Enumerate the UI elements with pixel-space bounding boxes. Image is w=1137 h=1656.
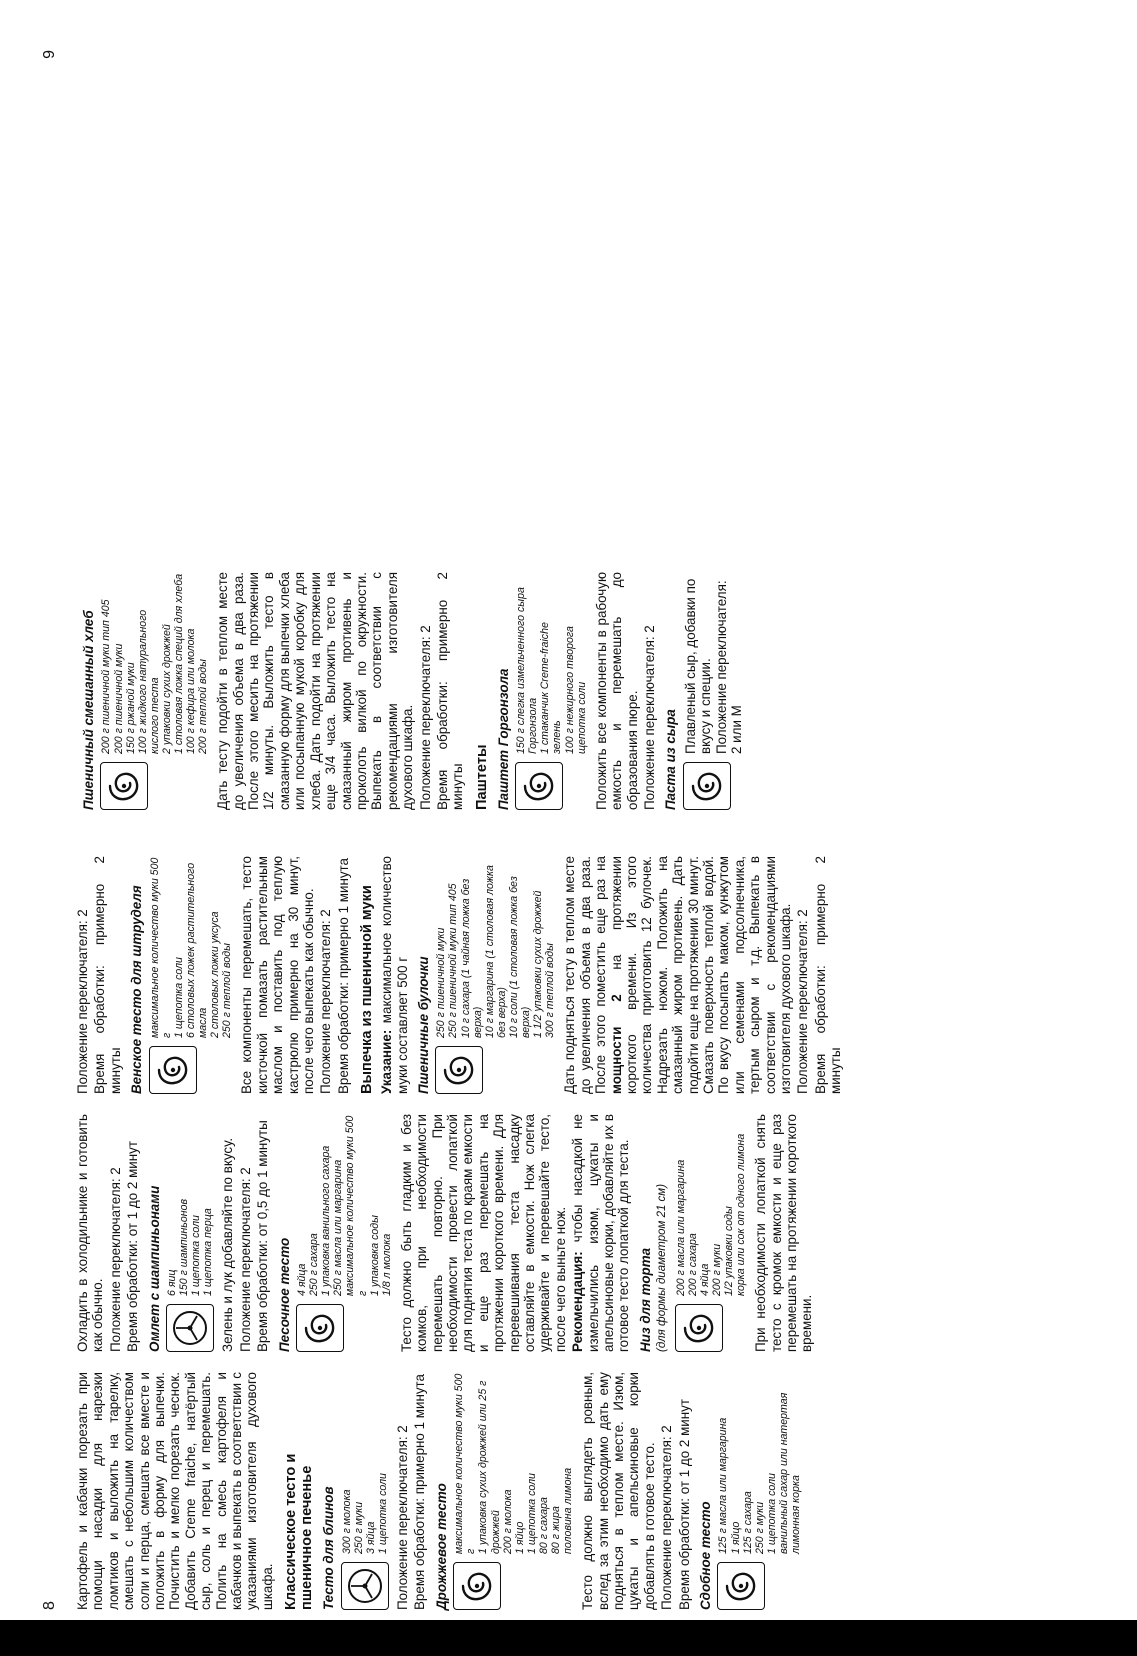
recipe-title-cake-base: Низ для торта — [637, 1247, 653, 1352]
ingredient: 1 упаковка сухих дрожжей или 25 г дрожжей — [477, 1380, 502, 1554]
ingredient: 80 г жира — [550, 1506, 563, 1554]
recipe-title-sand-dough: Песочное тесто — [276, 1237, 292, 1352]
kneading-hook-icon — [149, 1046, 197, 1094]
processing-time: Время обработки: от 0,5 до 1 минуты — [255, 1120, 271, 1352]
ingredient: ванильный сахар или натертая лимонная корка — [777, 1392, 803, 1554]
ingredient-list — [515, 572, 588, 754]
recipe-strudel — [149, 856, 234, 1094]
recipe-title-shortcrust: Сдобное тесто — [698, 1501, 714, 1610]
ingredient: 125 г сахара — [741, 1491, 754, 1554]
column-3 — [75, 856, 850, 1094]
ingredient: 1 щепотка соли — [376, 1473, 389, 1554]
ingredient: 80 г сахара — [537, 1497, 550, 1554]
ingredient: 1/8 л молока — [380, 1233, 393, 1296]
processing-time: Время обработки: примерно 2 минуты — [434, 572, 466, 810]
processing-time: Время обработки: примерно 1 минута — [412, 1374, 428, 1610]
ingredient: половина лимона — [562, 1467, 575, 1554]
ingredient: 10 г сахара (1 чайная ложка без верха) — [459, 878, 484, 1038]
recommendation-text: чтобы насадкой не измельчились изюм, цукаты и апельсиновые корки, добавляйте их в готовое тесто лопаткой для теста. — [570, 1114, 632, 1352]
ingredient: 1 щепотка соли — [765, 1473, 778, 1554]
ingredient: 250 г муки — [753, 1501, 766, 1554]
ingredient: 2 упаковки сухих дрожжей — [160, 624, 173, 754]
recipe-title-gorgonzola: Паштет Горгонзола — [495, 668, 511, 810]
recipe-title-pancake-batter: Тесто для блинов — [321, 1486, 337, 1610]
ingredient-list — [717, 1372, 802, 1554]
continued-text: Охладить в холодильнике и готовить как обычно. — [75, 1114, 106, 1352]
ingredient: максимальное количество муки 500 г — [453, 1373, 478, 1554]
recommendation-label: Рекомендация: — [570, 1251, 586, 1352]
recipe-title-omelette: Омлет с шампиньонами — [146, 1185, 162, 1352]
ingredient: 10 г соли (1 столовая ложка без верха) — [507, 876, 532, 1038]
ingredient: 150 г слегка измельченного сыра Горгонзола — [515, 587, 540, 754]
recipe-gorgonzola — [515, 572, 588, 810]
power-level: мощности 2 — [608, 994, 624, 1094]
ingredient: 1 яйцо — [729, 1521, 742, 1554]
recipe-pancake-batter — [341, 1372, 389, 1610]
processing-time: Время обработки: от 1 до 2 минут — [676, 1399, 692, 1610]
ingredient: 1/2 упаковки соды — [723, 1206, 736, 1296]
recipe-title-wheat-rolls: Пшеничные булочки — [415, 956, 431, 1094]
recipe-note — [562, 856, 793, 1094]
section-heading-pates: Паштеты — [473, 744, 490, 810]
kneading-hook-icon — [453, 1562, 501, 1610]
ingredient: 6 столовых ложек растительного масла — [184, 862, 209, 1038]
section-heading-classic-dough: Классическое тесто и пшеничное печенье — [283, 1453, 316, 1610]
ingredient: 100 г жидкого натурального кислого теста — [136, 609, 161, 754]
ingredient: 250 г муки — [352, 1501, 365, 1554]
recipe-title-cheese-paste: Паста из сыра — [663, 709, 679, 810]
switch-setting: Положение переключателя: 2 — [641, 625, 657, 810]
ingredient: 10 г маргарина (1 столовая ложка без верха) — [483, 865, 508, 1038]
ingredient-list — [100, 572, 209, 754]
hint-label: Указание: — [379, 1029, 395, 1094]
ingredient: 250 г пшеничной муки тип 405 — [447, 883, 460, 1038]
ingredient: 1 щепотка соли — [172, 957, 185, 1038]
recipe-title-yeast-dough: Дрожжевое тесто — [433, 1483, 449, 1610]
switch-setting: Положение переключателя: 2 — [659, 1425, 675, 1610]
ingredient: 250 г сахара — [308, 1233, 321, 1296]
recipe-note: Тесто должно выглядеть ровным, вслед за этим необходимо дать ему подняться в теплом месте. Изюм, цукаты и апельсиновые корки добавлять в готовое тесто. — [580, 1372, 657, 1610]
switch-setting: Положение переключателя: 2 — [318, 909, 334, 1094]
ingredient: зелень — [551, 720, 564, 754]
recipe-title-strudel: Венское тесто для штруделя — [129, 885, 145, 1094]
ingredient: 6 яиц — [166, 1269, 179, 1296]
ingredient: 200 г пшеничной муки — [112, 643, 125, 754]
kneading-hook-icon — [675, 1304, 723, 1352]
ingredient: 200 г молока — [501, 1489, 514, 1554]
recipe-cheese-paste — [683, 572, 745, 810]
ingredient: 200 г сахара — [686, 1233, 699, 1296]
ingredient: 1 1/2 упаковки сухих дрожжей — [532, 890, 545, 1038]
ingredient: 4 яйца — [296, 1263, 309, 1296]
whisk-disc-icon — [166, 1304, 214, 1352]
ingredient: 1 щепотка соли — [525, 1473, 538, 1554]
recipe-note: При необходимости лопаткой снять тесто с кромок емкости и еще раз перемешать на протяжении короткого времени. — [753, 1114, 815, 1352]
ingredient: 200 г муки — [710, 1243, 723, 1296]
processing-time: Время обработки: от 1 до 2 минут — [125, 1141, 141, 1352]
kneading-hook-icon — [683, 762, 731, 810]
switch-setting: Положение переключателя: 2 — [395, 1425, 411, 1610]
ingredient: 1 яйцо — [513, 1521, 526, 1554]
note-part-b: на протяжении короткого времени. Из этого количества приготовить 12 булочек. Надрезать ножом. Положить на смазанный жиром противень. Дать подойти еще на протяжении 30 минут. Смазать поверхность теплой водой. По вкусу посыпать маком, кунжутом или семенами подсолнечника, тертым сыром и т.д. Выпекать в соответствии с рекомендациями изготовителя духового шкафа. — [608, 856, 793, 1094]
recipe-mixed-bread — [100, 572, 209, 810]
processing-time: Время обработки: примерно 2 минуты — [92, 856, 123, 1094]
hint-text: максимальное количество муки составляет 500 г — [379, 856, 410, 1094]
ingredient: 300 г теплой воды — [544, 943, 557, 1038]
kneading-hook-icon — [717, 1562, 765, 1610]
switch-setting: Положение переключателя: 2 — [107, 1167, 123, 1352]
page-left — [35, 850, 1105, 1610]
scan-edge-bar — [0, 1620, 1137, 1656]
ingredient-list — [149, 856, 234, 1038]
recipe-note: Все компоненты перемешать, тесто кисточкой помазать растительным маслом и поставить под теплую кастрюлю примерно на 30 минут, после чего выпекать как обычно. — [239, 856, 316, 1094]
page-number: 9 — [41, 50, 58, 59]
ingredient: корка или сок от одного лимона — [735, 1133, 748, 1296]
recommendation — [570, 1114, 632, 1352]
switch-setting: Положение переключателя: 2 — [795, 909, 811, 1094]
ingredient: 4 яйца — [698, 1263, 711, 1296]
ingredient: 200 г масла или маргарина — [674, 1159, 687, 1296]
rotated-spread — [35, 50, 1105, 1610]
ingredient: 1 щепотка перца — [202, 1208, 215, 1296]
ingredient-list — [166, 1199, 214, 1296]
note-part-a: Дать подняться тесту в теплом месте до увеличения объема в два раза. После этого поместить еще раз на — [562, 856, 609, 1094]
column-1 — [75, 572, 750, 810]
ingredient-list — [453, 1372, 574, 1554]
ingredient: 150 г ржаной муки — [124, 662, 137, 754]
recipe-note: Зелень и лук добавляйте по вкусу. — [220, 1137, 236, 1352]
ingredient: 1 упаковка ванильного сахара — [320, 1145, 333, 1296]
ingredient: 100 г нежирного творога — [563, 626, 576, 754]
ingredient: 200 г теплой воды — [197, 659, 210, 754]
hint — [379, 856, 410, 1094]
recipe-sand-dough — [296, 1114, 393, 1352]
ingredient: 125 г масла или маргарина — [717, 1417, 730, 1554]
ingredient: 250 г масла или маргарина — [332, 1159, 345, 1296]
processing-time: Время обработки: примерно 2 минуты — [812, 856, 844, 1094]
column-2 — [75, 1114, 817, 1352]
processing-time: Время обработки: примерно 1 минута — [335, 858, 351, 1094]
ingredient: 250 г пшеничной муки — [435, 927, 448, 1038]
intro-paragraph: Картофель и кабачки порезать при помощи насадки для нарезки ломтиков и выложить на тарелку, смешать с небольшим количеством соли и перца, смешать все вместе и положить в форму для выпечки. Почистить и мелко порезать чеснок. Добавить Creme fraiche, натёртый сыр, соль и перец и перемешать. Полить на смесь картофеля и кабачков и выпекать в соответствии с указаниями изготовителя духового шкафа. — [75, 1372, 275, 1610]
whisk-disc-icon — [341, 1562, 389, 1610]
recipe-yeast-dough — [453, 1372, 574, 1610]
recipe-note: Положить все компоненты в рабочую емкость и перемешать до образования пюре. — [593, 572, 640, 810]
ingredient: 100 г кефира или молока — [185, 628, 198, 754]
switch-setting: Положение переключателя: 2 — [75, 909, 90, 1094]
ingredient: 2 столовых ложки уксуса — [209, 911, 222, 1038]
cheese-paste-body — [683, 572, 745, 754]
ingredient: 150 г шампиньонов — [178, 1199, 191, 1296]
switch-setting: Положение переключателя: 2 — [417, 625, 433, 810]
recipe-note: Дать тесту подойти в теплом месте до увеличения объема в два раза. После этого месить на протяжении 1/2 минуты. Выложить тесто в смазанную форму для выпечки хлеба или посыпанную мукой коробку для хлеба. Дать подойти на протяжении еще 3/4 часа. Выложить тесто на смазанный жиром противень и проколоть вилкой по окружности. Выпекать в соответствии с рекомендациями изготовителя духового шкафа. — [215, 572, 416, 810]
ingredient: 1 щепотка соли — [190, 1215, 203, 1296]
ingredient: максимальное количество муки 500 г — [344, 1115, 369, 1296]
recipe-note: Тесто должно быть гладким и без комков, при необходимости перемешать повторно. При необходимости провести лопаткой для поднятия теста по краям емкости и еще раз перемешать на протяжении короткого времени. Для перевешивания теста насадку оставляйте в емкости. Нож слегка удерживайте и перевешайте тесто, после чего выньте нож. — [398, 1114, 568, 1352]
kneading-hook-icon — [296, 1304, 344, 1352]
recipe-cake-base — [675, 1114, 748, 1352]
page-right — [35, 50, 1105, 810]
recipe-wheat-rolls — [435, 856, 556, 1094]
recipe-text: Плавленый сыр, добавки по вкусу и специи. — [682, 578, 714, 754]
ingredient: 1 столовая ложка специй для хлеба — [172, 573, 185, 754]
recipe-subtitle: (для формы диаметром 21 см) — [656, 1183, 669, 1352]
switch-setting: Положение переключателя: 2 или М — [713, 580, 744, 754]
ingredient: 200 г пшеничной муки тип 405 — [100, 599, 113, 754]
ingredient-list — [296, 1114, 393, 1296]
ingredient-list — [435, 856, 556, 1038]
kneading-hook-icon — [435, 1046, 483, 1094]
section-heading-wheat-baking: Выпечка из пшеничной муки — [359, 885, 376, 1094]
recipe-shortcrust — [717, 1372, 802, 1610]
switch-setting: Положение переключателя: 2 — [237, 1167, 253, 1352]
ingredient: щепотка соли — [575, 681, 588, 754]
ingredient: максимальное количество муки 500 г — [148, 857, 173, 1038]
recipe-omelette — [166, 1114, 214, 1352]
ingredient: 1 упаковка соды — [368, 1215, 381, 1296]
ingredient: 250 г теплой воды — [221, 943, 234, 1038]
ingredient-list — [675, 1134, 748, 1296]
kneading-hook-icon — [100, 762, 148, 810]
kneading-hook-icon — [515, 762, 563, 810]
ingredient-list — [341, 1473, 389, 1554]
page-number: 8 — [41, 1601, 58, 1610]
ingredient: 3 яйца — [364, 1521, 377, 1554]
recipe-title-mixed-bread: Пшеничный смешанный хлеб — [81, 610, 96, 810]
ingredient: 1 стаканчик Creme-fraiche — [539, 622, 552, 754]
ingredient: 300 г молока — [340, 1489, 353, 1554]
column-1 — [75, 1372, 808, 1610]
